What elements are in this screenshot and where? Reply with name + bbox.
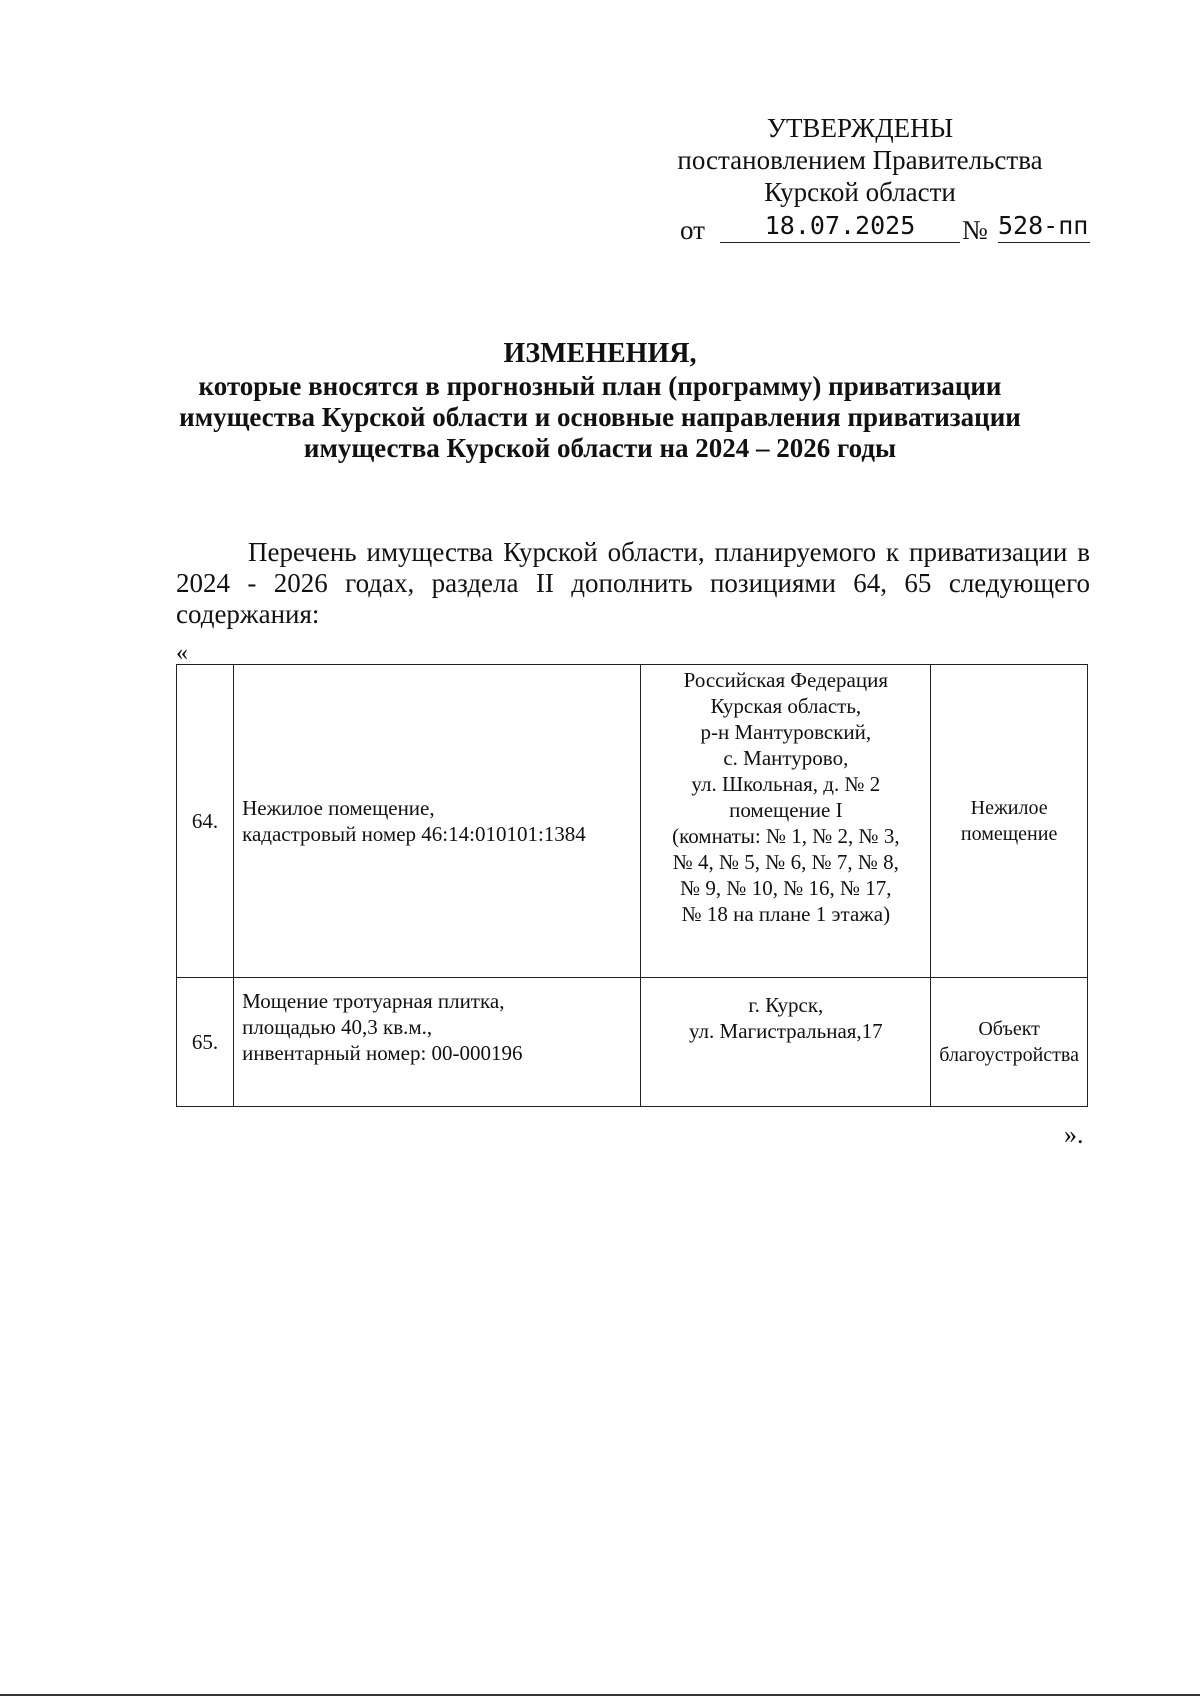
table-row [177,978,1088,1107]
row-name-line: Нежилое помещение, [242,796,435,820]
heading-sub-2: имущества Курской области и основные направления приватизации [179,402,1021,432]
row-name-line: Мощение тротуарная плитка, [242,989,505,1013]
number-prefix: № [962,215,988,245]
row-name-line: кадастровый номер 46:14:010101:1384 [242,822,586,846]
opening-quote: « [176,640,188,666]
approval-line-1: постановлением Правительства [677,145,1043,175]
row-address-line: помещение I [729,798,843,822]
row-address-line: р-н Мантуровский, [700,720,872,744]
row-kind-line: Нежилое [970,797,1048,819]
row-address-line: (комнаты: № 1, № 2, № 3, [672,824,900,848]
heading-sub-3: имущества Курской области на 2024 – 2026 годы [303,433,897,463]
row-number: 65. [177,978,234,1107]
heading-main: ИЗМЕНЕНИЯ, [503,338,697,369]
row-kind [931,665,1088,978]
row-address-line: Российская Федерация [683,668,888,692]
row-address-line: № 18 на плане 1 этажа) [681,902,891,926]
row-name [234,665,641,978]
row-address-line: № 4, № 5, № 6, № 7, № 8, [672,850,899,874]
closing-quote: ». [1064,1120,1084,1149]
row-address [641,978,931,1107]
row-address-line: № 9, № 10, № 16, № 17, [680,876,892,900]
row-kind-line: помещение [960,823,1058,845]
row-kind [931,978,1088,1107]
row-name-line: инвентарный номер: 00-000196 [242,1041,523,1065]
bottom-rule [0,1694,1200,1696]
approval-date: 18.07.2025 [720,210,960,243]
row-name [234,978,641,1107]
row-address-line: Курская область, [710,694,862,718]
row-address [641,665,931,978]
heading-sub-1: которые вносятся в прогнозный план (программу) приватизации [198,371,1002,401]
approval-number: 528-пп [998,210,1090,243]
approval-date-line [640,210,1089,246]
date-prefix: от [680,215,705,245]
row-address-line: с. Мантурово, [723,746,849,770]
row-address-line: ул. Магистральная,17 [688,1019,883,1043]
row-address-line: г. Курск, [748,993,824,1017]
row-number: 64. [177,665,234,978]
row-name-line: площадью 40,3 кв.м., [242,1015,433,1039]
approval-block [640,112,1089,246]
row-address-line: ул. Школьная, д. № 2 [691,772,881,796]
table-row [177,665,1088,978]
document-heading [150,338,1050,464]
approval-line-2: Курской области [764,177,956,207]
row-kind-line: благоустройства [939,1044,1079,1066]
intro-paragraph: Перечень имущества Курской области, планируемого к приватизации в 2024 - 2026 годах, раздела II дополнить позициями 64, 65 следующего содержания: [176,537,1090,629]
row-kind-line: Объект [978,1018,1040,1040]
positions-table [176,664,1088,1107]
approval-title: УТВЕРЖДЕНЫ [766,113,954,143]
